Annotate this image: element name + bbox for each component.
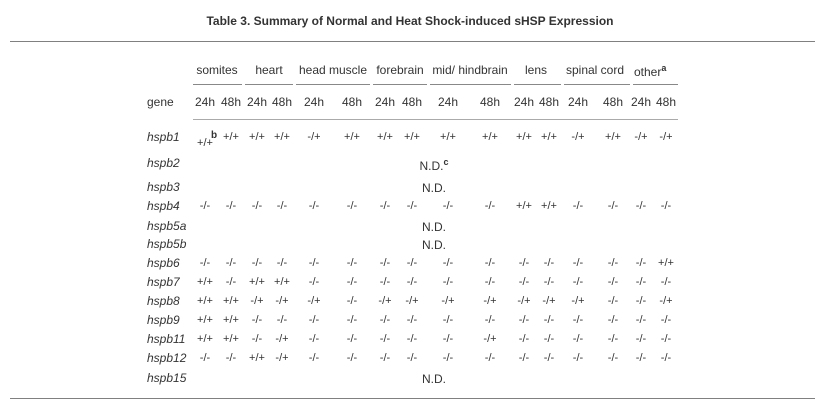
time-header: 48h — [401, 95, 423, 109]
time-header: 24h — [194, 95, 216, 109]
expression-value: -/+ — [659, 295, 673, 307]
expression-value: +/+ — [223, 295, 239, 307]
expression-value: +/+ — [197, 276, 213, 288]
tissue-spinal-cord: spinal cord — [565, 63, 625, 77]
expression-value: -/- — [518, 333, 530, 345]
expression-value: +/+ — [658, 257, 674, 269]
expression-value: -/- — [484, 276, 496, 288]
time-header: 48h — [341, 95, 363, 109]
expression-value: +/+ — [274, 131, 290, 143]
time-header: 24h — [630, 95, 652, 109]
expression-value: -/- — [225, 352, 237, 364]
gene-name: hspb1 — [147, 130, 180, 144]
tissue-forebrain: forebrain — [376, 63, 424, 77]
expression-value: -/- — [518, 276, 530, 288]
tissue-somites: somites — [196, 63, 238, 77]
expression-value: +/+ — [197, 137, 213, 149]
expression-value: -/- — [346, 200, 358, 212]
expression-value: +/+ — [197, 314, 213, 326]
expression-value: -/+ — [275, 333, 289, 345]
forebrain-underline — [373, 84, 427, 85]
tissue-other-label: other — [634, 65, 662, 79]
expression-value: -/+ — [275, 352, 289, 364]
expression-value: -/- — [406, 352, 418, 364]
footnote-b: b — [211, 130, 218, 141]
expression-value: -/- — [607, 352, 619, 364]
expression-value: -/- — [308, 276, 320, 288]
time-header: 48h — [655, 95, 677, 109]
not-detected-label: N.D. — [422, 220, 446, 234]
expression-value: +/+ — [516, 131, 532, 143]
expression-value: +/+ — [223, 314, 239, 326]
expression-value: -/- — [251, 200, 263, 212]
expression-value: -/- — [442, 352, 454, 364]
expression-value: -/- — [518, 352, 530, 364]
bottom-rule — [10, 398, 815, 399]
not-detected — [422, 220, 446, 234]
expression-value: -/- — [635, 352, 647, 364]
expression-value: -/- — [379, 314, 391, 326]
expression-value: +/+ — [197, 333, 213, 345]
expression-value: -/- — [607, 314, 619, 326]
expression-value: -/- — [442, 314, 454, 326]
gene-name: hspb7 — [147, 275, 180, 289]
gene-name: hspb12 — [147, 351, 187, 365]
expression-value: -/- — [484, 257, 496, 269]
expression-value: -/+ — [307, 131, 321, 143]
expression-value: -/- — [572, 200, 584, 212]
tissue-mid-hindbrain: mid/ hindbrain — [432, 63, 508, 77]
expression-value: -/- — [607, 257, 619, 269]
not-detected — [422, 238, 446, 252]
expression-value: -/- — [379, 257, 391, 269]
expression-value: -/- — [406, 200, 418, 212]
time-header: 48h — [271, 95, 293, 109]
not-detected-label: N.D. — [419, 159, 444, 173]
expression-value: -/+ — [517, 295, 531, 307]
expression-value: -/- — [251, 314, 263, 326]
expression-value: -/- — [543, 257, 555, 269]
tissue-heart: heart — [255, 63, 283, 77]
expression-value: -/- — [607, 333, 619, 345]
expression-value: +/+ — [249, 276, 265, 288]
expression-value: -/+ — [378, 295, 392, 307]
expression-value: -/- — [308, 314, 320, 326]
not-detected-label: N.D. — [422, 181, 446, 195]
expression-value: -/- — [225, 276, 237, 288]
expression-value: +/+ — [223, 131, 239, 143]
expression-value: +/+ — [249, 352, 265, 364]
footnote-c: c — [443, 157, 449, 167]
gene-name: hspb8 — [147, 294, 180, 308]
expression-value: -/- — [660, 276, 672, 288]
gene-name: hspb9 — [147, 313, 180, 327]
expression-value: -/- — [346, 333, 358, 345]
expression-value: -/- — [660, 352, 672, 364]
expression-value: -/+ — [542, 295, 556, 307]
time-header: 48h — [479, 95, 501, 109]
expression-value: +/+ — [197, 295, 213, 307]
expression-value: -/- — [346, 314, 358, 326]
gene-column-header: gene — [147, 95, 174, 109]
expression-value: -/- — [660, 200, 672, 212]
expression-value: -/- — [572, 352, 584, 364]
expression-value: -/- — [543, 314, 555, 326]
expression-value: -/- — [346, 352, 358, 364]
expression-value: -/- — [276, 314, 288, 326]
expression-value: -/+ — [659, 131, 673, 143]
expression-value: -/- — [484, 200, 496, 212]
expression-value: -/- — [635, 276, 647, 288]
time-header: 48h — [602, 95, 624, 109]
expression-value: +/+ — [516, 200, 532, 212]
expression-value: -/+ — [250, 295, 264, 307]
expression-value: +/+ — [440, 131, 456, 143]
expression-value: -/- — [572, 333, 584, 345]
expression-value: -/- — [308, 200, 320, 212]
not-detected-label: N.D. — [422, 372, 446, 386]
expression-value: +/+ — [274, 276, 290, 288]
expression-value: +/+ — [223, 333, 239, 345]
expression-value: +/+ — [249, 131, 265, 143]
tissue-lens: lens — [524, 63, 548, 77]
gene-name: hspb11 — [147, 332, 186, 346]
header-bottom-rule — [193, 119, 678, 120]
gene-name: hspb6 — [147, 256, 180, 270]
mid-hindbrain-underline — [430, 84, 511, 85]
expression-value: -/+ — [275, 295, 289, 307]
expression-value: +/+ — [404, 131, 420, 143]
time-header: 24h — [303, 95, 325, 109]
expression-value: -/- — [572, 257, 584, 269]
heart-underline — [245, 84, 293, 85]
expression-value: -/+ — [483, 333, 497, 345]
expression-value: +/+ — [541, 131, 557, 143]
time-header: 48h — [538, 95, 560, 109]
expression-value: -/- — [442, 257, 454, 269]
expression-value: -/- — [543, 276, 555, 288]
expression-value: -/- — [225, 257, 237, 269]
expression-value: -/- — [442, 200, 454, 212]
expression-value: -/- — [543, 352, 555, 364]
time-header: 48h — [220, 95, 242, 109]
time-header: 24h — [513, 95, 535, 109]
expression-value: -/- — [572, 276, 584, 288]
expression-value: -/- — [251, 333, 263, 345]
expression-value: -/- — [406, 314, 418, 326]
expression-value: -/- — [660, 314, 672, 326]
expression-value: -/- — [199, 200, 211, 212]
footnote-a: a — [661, 63, 667, 73]
expression-value: -/- — [346, 295, 358, 307]
expression-value: -/- — [607, 295, 619, 307]
not-detected-label: N.D. — [422, 238, 446, 252]
expression-value: -/- — [406, 276, 418, 288]
expression-value: -/+ — [405, 295, 419, 307]
expression-value: -/- — [635, 257, 647, 269]
expression-value: -/- — [442, 276, 454, 288]
other-underline — [633, 84, 678, 85]
expression-value: -/- — [406, 333, 418, 345]
expression-value: -/- — [406, 257, 418, 269]
expression-value: +/+ — [541, 200, 557, 212]
expression-value: -/- — [484, 352, 496, 364]
gene-name: hspb4 — [147, 199, 180, 213]
expression-value: -/+ — [571, 295, 585, 307]
expression-value: +/+ — [482, 131, 498, 143]
expression-value: -/- — [379, 276, 391, 288]
gene-name: hspb2 — [147, 156, 180, 170]
tissue-head-muscle: head muscle — [298, 63, 368, 77]
expression-value: -/+ — [483, 295, 497, 307]
spinal-cord-underline — [564, 84, 630, 85]
time-header: 24h — [374, 95, 396, 109]
expression-value: -/+ — [441, 295, 455, 307]
expression-value: -/- — [543, 333, 555, 345]
expression-value: +/+ — [377, 131, 393, 143]
time-header: 24h — [437, 95, 459, 109]
expression-value: -/+ — [571, 131, 585, 143]
gene-name: hspb5b — [147, 237, 187, 251]
expression-value: -/- — [199, 352, 211, 364]
expression-value: -/- — [607, 276, 619, 288]
expression-value: -/- — [635, 314, 647, 326]
expression-value: -/- — [379, 200, 391, 212]
expression-value: -/- — [607, 200, 619, 212]
gene-name: hspb15 — [147, 371, 187, 385]
expression-value: -/- — [276, 257, 288, 269]
expression-value: -/- — [442, 333, 454, 345]
expression-value: -/+ — [307, 295, 321, 307]
expression-value: -/- — [518, 314, 530, 326]
gene-name: hspb5a — [147, 219, 187, 233]
table-title: Table 3. Summary of Normal and Heat Shock-induced sHSP Expression — [206, 14, 614, 28]
somites-underline — [193, 84, 242, 85]
not-detected — [422, 372, 446, 386]
expression-value: -/- — [199, 257, 211, 269]
expression-value: -/- — [484, 314, 496, 326]
gene-name: hspb3 — [147, 180, 180, 194]
expression-value: -/- — [225, 200, 237, 212]
time-header: 24h — [246, 95, 268, 109]
expression-value: +/+ — [605, 131, 621, 143]
expression-value: -/- — [276, 200, 288, 212]
expression-value: -/- — [518, 257, 530, 269]
expression-value: -/- — [660, 333, 672, 345]
expression-value: -/- — [251, 257, 263, 269]
not-detected — [422, 181, 446, 195]
expression-value: -/- — [379, 333, 391, 345]
expression-value: -/+ — [634, 131, 648, 143]
expression-value: -/- — [379, 352, 391, 364]
expression-value: -/- — [308, 257, 320, 269]
expression-value: -/- — [346, 257, 358, 269]
not-detected — [419, 157, 448, 173]
top-rule — [10, 41, 815, 42]
expression-value: -/- — [635, 333, 647, 345]
expression-value: -/- — [572, 314, 584, 326]
expression-value: -/- — [635, 200, 647, 212]
time-header: 24h — [567, 95, 589, 109]
expression-value: -/- — [635, 295, 647, 307]
expression-value: +/+ — [344, 131, 360, 143]
head-muscle-underline — [296, 84, 370, 85]
expression-value: -/- — [346, 276, 358, 288]
lens-underline — [514, 84, 561, 85]
expression-value: -/- — [308, 352, 320, 364]
tissue-other — [634, 63, 666, 79]
expression-value: -/- — [308, 333, 320, 345]
